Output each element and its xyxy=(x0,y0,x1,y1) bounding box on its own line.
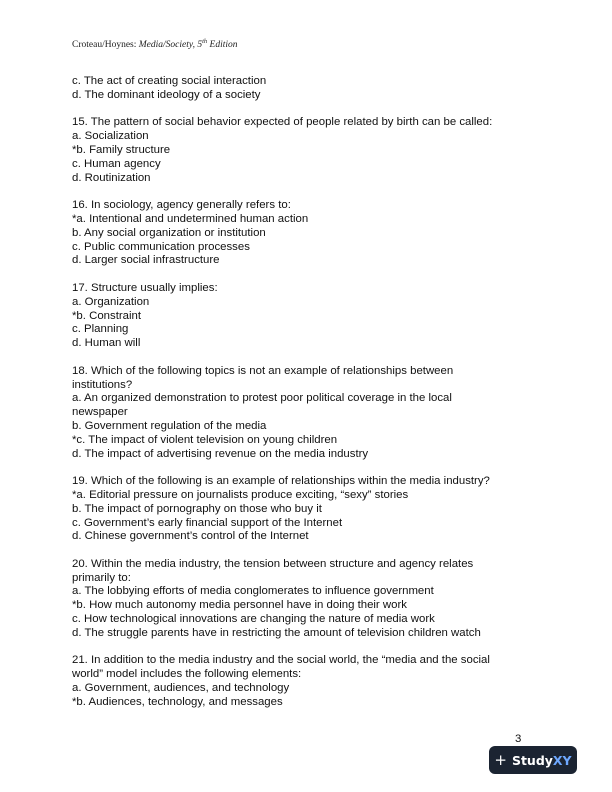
answer-option: c. Human agency xyxy=(72,157,161,170)
answer-option: b. Government regulation of the media xyxy=(72,419,267,432)
answer-option: c. How technological innovations are changing the nature of media work xyxy=(72,613,435,626)
plus-icon: + xyxy=(494,751,507,769)
answer-option: a. Government, audiences, and technology xyxy=(72,682,290,695)
answer-option-correct: *b. Audiences, technology, and messages xyxy=(72,695,283,708)
page-number: 3 xyxy=(515,733,522,745)
answer-option-correct: *b. Constraint xyxy=(72,309,142,322)
answer-option: a. The lobbying efforts of media conglomerates to influence government xyxy=(72,585,434,598)
answer-option: b. The impact of pornography on those who buy it xyxy=(72,502,322,515)
answer-option-correct: *a. Editorial pressure on journalists produce exciting, “sexy” stories xyxy=(72,488,409,501)
question-18-stem-cont: institutions? xyxy=(72,378,133,391)
answer-option-correct: *a. Intentional and undetermined human action xyxy=(72,212,309,225)
continuation-option: c. The act of creating social interaction xyxy=(72,75,267,87)
answer-option-cont: newspaper xyxy=(72,406,128,419)
running-header xyxy=(72,38,238,50)
brand-main: Study xyxy=(511,752,553,768)
answer-option: d. Routinization xyxy=(72,171,151,184)
answer-option: d. Human will xyxy=(72,337,141,350)
answer-option: d. Chinese government’s control of the Internet xyxy=(72,530,309,543)
answer-option: a. Organization xyxy=(72,295,150,308)
studyxy-badge[interactable] xyxy=(489,746,577,774)
question-20-stem-cont: primarily to: xyxy=(72,571,131,584)
answer-option: d. Larger social infrastructure xyxy=(72,254,220,267)
header-edition-superscript: th xyxy=(202,38,208,45)
answer-option: d. The impact of advertising revenue on the media industry xyxy=(72,447,369,460)
answer-option-correct: *b. How much autonomy media personnel have in doing their work xyxy=(72,599,407,612)
question-19-stem: 19. Which of the following is an example of relationships within the media industry? xyxy=(72,475,490,488)
question-16-stem: 16. In sociology, agency generally refers to: xyxy=(72,199,291,212)
answer-option: a. An organized demonstration to protest poor political coverage in the local xyxy=(72,392,452,405)
answer-option: a. Socialization xyxy=(72,130,149,143)
question-21-stem: 21. In addition to the media industry and the social world, the “media and the social xyxy=(72,654,490,667)
question-21-stem-cont: world” model includes the following elements: xyxy=(72,668,302,681)
question-18-stem: 18. Which of the following topics is not an example of relationships between xyxy=(72,364,454,377)
answer-option: c. Public communication processes xyxy=(72,240,250,253)
header-book-title: Media/Society, xyxy=(138,40,198,51)
header-authors: Croteau/Hoynes: xyxy=(72,40,139,51)
header-edition-number: 5 xyxy=(197,40,203,51)
brand-accent: XY xyxy=(552,752,572,768)
question-15-stem: 15. The pattern of social behavior expected of people related by birth can be called: xyxy=(72,116,493,129)
continuation-option: d. The dominant ideology of a society xyxy=(72,88,261,101)
header-edition-word: Edition xyxy=(207,40,238,51)
answer-option: c. Planning xyxy=(72,323,129,336)
question-list xyxy=(72,75,532,710)
answer-option: d. The struggle parents have in restricting the amount of television children watch xyxy=(72,626,481,639)
question-20-stem: 20. Within the media industry, the tension between structure and agency relates xyxy=(72,557,474,570)
answer-option-correct: *c. The impact of violent television on young children xyxy=(72,433,338,446)
answer-option: b. Any social organization or institution xyxy=(72,226,266,239)
answer-option-correct: *b. Family structure xyxy=(72,143,171,156)
answer-option: c. Government’s early financial support of the Internet xyxy=(72,516,343,529)
question-17-stem: 17. Structure usually implies: xyxy=(72,281,218,294)
